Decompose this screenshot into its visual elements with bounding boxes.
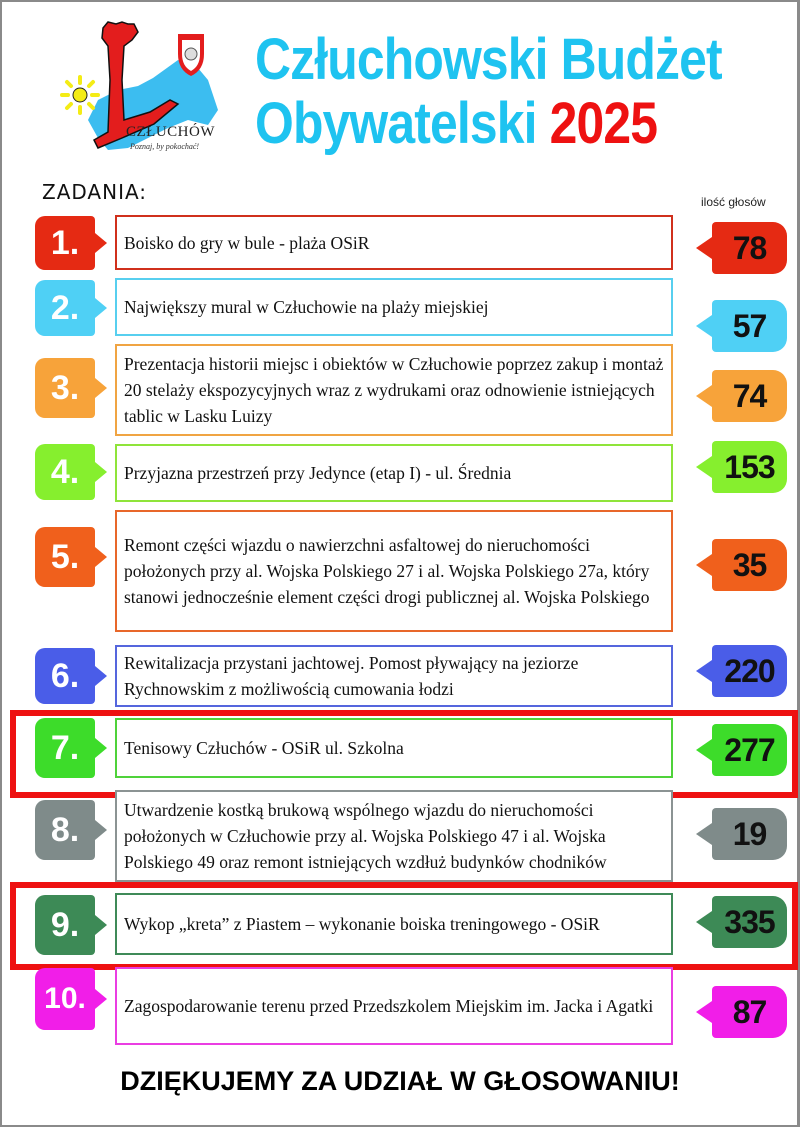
title-line-2-prefix: Obywatelski <box>255 91 537 156</box>
section-label: ZADANIA: <box>42 180 148 204</box>
sun-icon <box>60 75 100 115</box>
vote-count-badge: 153 <box>712 441 787 493</box>
task-description: Boisko do gry w bule - plaża OSiR <box>115 215 673 270</box>
vote-count-badge: 220 <box>712 645 787 697</box>
vote-count-badge: 277 <box>712 724 787 776</box>
task-description: Rewitalizacja przystani jachtowej. Pomost pływający na jeziorze Rychnowskim z możliwością cumowania łodzi <box>115 645 673 707</box>
votes-column-header: ilość głosów <box>701 195 766 209</box>
vote-count-badge: 74 <box>712 370 787 422</box>
title-year: 2025 <box>549 91 658 156</box>
vote-count-badge: 57 <box>712 300 787 352</box>
task-description: Przyjazna przestrzeń przy Jedynce (etap I) - ul. Średnia <box>115 444 673 502</box>
task-number-badge: 8. <box>35 800 95 860</box>
task-number-badge: 1. <box>35 216 95 270</box>
city-logo <box>58 20 228 160</box>
vote-count-badge: 78 <box>712 222 787 274</box>
task-description: Tenisowy Człuchów - OSiR ul. Szkolna <box>115 718 673 778</box>
logo-town-name: CZŁUCHÓW <box>126 124 215 140</box>
vote-count-badge: 335 <box>712 896 787 948</box>
vote-count-badge: 19 <box>712 808 787 860</box>
task-description: Utwardzenie kostką brukową wspólnego wjazdu do nieruchomości położonych w Człuchowie przy al. Wojska Polskiego 47 i al. Wojska Polskiego 49 oraz remont istniejących wzdłuż budynków chodników <box>115 790 673 882</box>
task-description: Prezentacja historii miejsc i obiektów w Człuchowie poprzez zakup i montaż 20 stelaży ekspozycyjnych wraz z wydrukami oraz odnowienie istniejących tablic w Lasku Luizy <box>115 344 673 436</box>
task-number-badge: 6. <box>35 648 95 704</box>
thank-you-footer: DZIĘKUJEMY ZA UDZIAŁ W GŁOSOWANIU! <box>120 1066 680 1096</box>
vote-count-badge: 35 <box>712 539 787 591</box>
task-description: Zagospodarowanie terenu przed Przedszkolem Miejskim im. Jacka i Agatki <box>115 967 673 1045</box>
task-description: Wykop „kreta” z Piastem – wykonanie boiska treningowego - OSiR <box>115 893 673 955</box>
task-number-badge: 5. <box>35 527 95 587</box>
title-line-1: Człuchowski Budżet <box>255 27 722 92</box>
task-number-badge: 7. <box>35 718 95 778</box>
task-number-badge: 9. <box>35 895 95 955</box>
page-title <box>255 28 775 156</box>
logo-motto: Poznaj, by pokochać! <box>130 142 200 151</box>
vote-count-badge: 87 <box>712 986 787 1038</box>
task-description: Największy mural w Człuchowie na plaży miejskiej <box>115 278 673 336</box>
task-description: Remont części wjazdu o nawierzchni asfaltowej do nieruchomości położonych przy al. Wojska Polskiego 27 i al. Wojska Polskiego 27a, który stanowi jednocześnie element części drogi publicznej al. Wojska Polskiego <box>115 510 673 632</box>
title-line-2 <box>255 92 702 156</box>
task-number-badge: 10. <box>35 968 95 1030</box>
task-number-badge: 4. <box>35 444 95 500</box>
task-number-badge: 3. <box>35 358 95 418</box>
task-number-badge: 2. <box>35 280 95 336</box>
